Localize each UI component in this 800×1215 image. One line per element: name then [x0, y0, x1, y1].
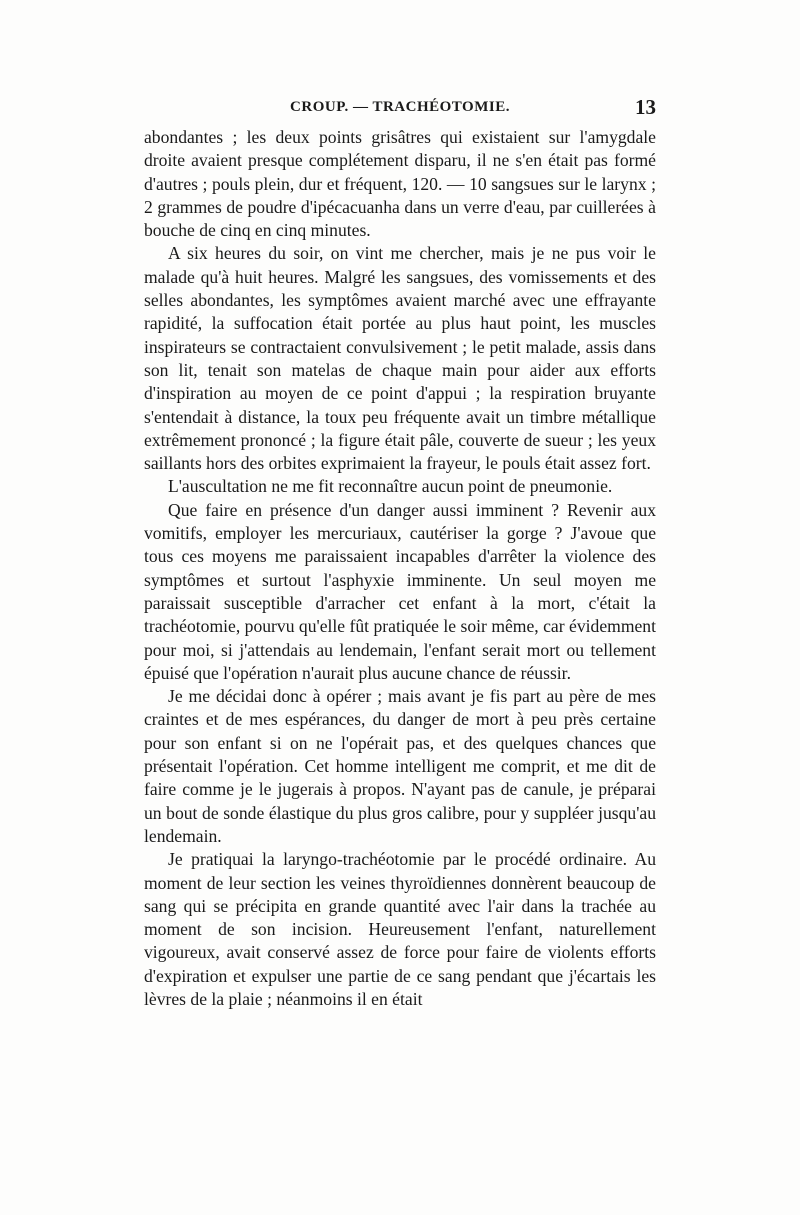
body-text [144, 126, 656, 1011]
paragraph-continuation: abondantes ; les deux points grisâtres qui existaient sur l'amygdale droite avaient presque complétement disparu, il ne s'en était pas formé d'autres ; pouls plein, dur et fréquent, 120. — 10 sangsues sur le larynx ; 2 grammes de poudre d'ipécacuanha dans un verre d'eau, par cuillerées à bouche de cinq en cinq minutes. [144, 127, 656, 241]
running-title: CROUP. — TRACHÉOTOMIE. [290, 99, 510, 115]
paragraph-auscultation: L'auscultation ne me fit reconnaître aucun point de pneumonie. [168, 476, 613, 497]
paragraph-decision: Que faire en présence d'un danger aussi imminent ? Revenir aux vomitifs, employer les mercuriaux, cautériser la gorge ? J'avoue que tous ces moyens me paraissaient incapables d'arrêter la violence des symptômes et surtout l'asphyxie imminente. Un seul moyen me paraissait susceptible d'arracher cet enfant à la mort, c'était la trachéotomie, pourvu qu'elle fût pratiquée le soir même, car évidemment pour moi, si j'attendais au lendemain, l'enfant serait mort ou tellement épuisé que l'opération n'aurait plus aucune chance de réussir. [144, 499, 656, 683]
paragraph-consent: Je me décidai donc à opérer ; mais avant je fis part au père de mes craintes et de mes espérances, du danger de mort à peu près certaine pour son enfant si on ne l'opérait pas, et des quelques chances que présentait l'opération. Cet homme intelligent me comprit, et me dit de faire comme je le jugerais à propos. N'ayant pas de canule, je préparai un bout de sonde élastique du plus gros calibre, pour y suppléer jusqu'au lendemain. [144, 686, 656, 846]
page-number: 13 [635, 95, 656, 119]
paragraph-operation: Je pratiquai la laryngo-trachéotomie par le procédé ordinaire. Au moment de leur section les veines thyroïdiennes donnèrent beaucoup de sang qui se précipita en grande quantité avec l'air dans la trachée au moment de son incision. Heureusement l'enfant, naturellement vigoureux, avait conservé assez de force pour faire de violents efforts d'expiration et expulser une partie de ce sang pendant que j'écartais les lèvres de la plaie ; néanmoins il en était [144, 849, 656, 1009]
running-head [144, 94, 656, 120]
paragraph-evening-visit: A six heures du soir, on vint me chercher, mais je ne pus voir le malade qu'à huit heures. Malgré les sangsues, des vomissements et des selles abondantes, les symptômes avaient marché avec une effrayante rapidité, la suffocation était portée au plus haut point, les muscles inspirateurs se contractaient convulsivement ; le petit malade, assis dans son lit, tenait son matelas de chaque main pour aider aux efforts d'inspiration au moyen de ce point d'appui ; la respiration bruyante s'entendait à distance, la toux peu fréquente avait un timbre métallique extrêmement prononcé ; la figure était pâle, couverte de sueur ; les yeux saillants hors des orbites exprimaient la frayeur, le pouls était assez fort. [144, 243, 656, 474]
